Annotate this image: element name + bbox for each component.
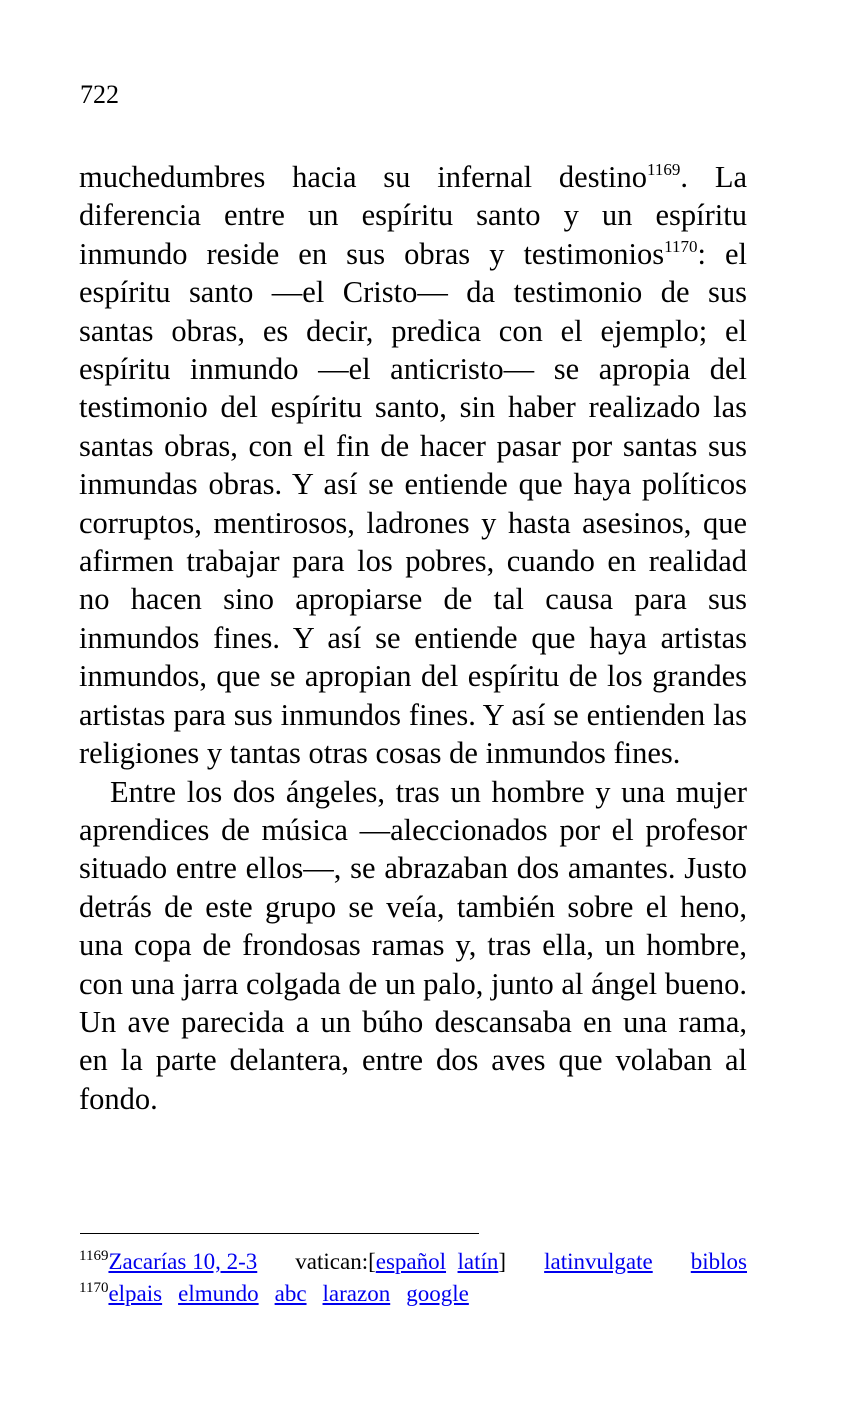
latin-link[interactable]: latín bbox=[457, 1249, 499, 1274]
elmundo-link[interactable]: elmundo bbox=[178, 1281, 259, 1306]
footnote-ref-1170: 1170 bbox=[664, 236, 698, 256]
page-number: 722 bbox=[80, 80, 119, 109]
paragraph-1-part-2: . La diferencia entre un espíritu santo y un espíritu inmundo reside en sus obras y testimonios bbox=[79, 160, 748, 271]
footnote-1169 bbox=[79, 1246, 747, 1278]
paragraph-1-part-3: : el espíritu santo —el Cristo— da testimonio de sus santas obras, es decir, predica con el ejemplo; el espíritu inmundo —el anticristo— se apropia del testimonio del espíritu santo, sin haber realizado las santas obras, con el fin de hacer pasar por santas sus inmundas obras. Y así se entiende que haya políticos corruptos, mentirosos, ladrones y hasta asesinos, que afirmen trabajar para los pobres, cuando en realidad no hacen sino apropiarse de tal causa para sus inmundos fines. Y así se entiende que haya artistas inmundos, que se apropian del espíritu de los grandes artistas para sus inmundos fines. Y así se entienden las religiones y tantas otras cosas de inmundos fines. bbox=[79, 236, 747, 771]
latinvulgate-link[interactable]: latinvulgate bbox=[544, 1249, 653, 1274]
vatican-group bbox=[295, 1246, 506, 1278]
footnote-number: 1170 bbox=[79, 1280, 109, 1296]
zacarias-link[interactable]: Zacarías 10, 2-3 bbox=[108, 1249, 258, 1274]
biblos-link[interactable]: biblos bbox=[690, 1249, 747, 1274]
body-text bbox=[79, 158, 747, 1118]
larazon-link[interactable]: larazon bbox=[322, 1281, 391, 1306]
footnote-ref-1169: 1169 bbox=[647, 160, 681, 179]
vatican-prefix: vatican:[ bbox=[295, 1249, 376, 1274]
footnote-1169-ref-group bbox=[79, 1246, 257, 1278]
footnotes bbox=[79, 1246, 747, 1310]
espanol-link[interactable]: español bbox=[375, 1249, 447, 1274]
footnote-divider bbox=[80, 1233, 479, 1234]
vatican-bracket-close: ] bbox=[498, 1249, 507, 1274]
paragraph-2: Entre los dos ángeles, tras un hombre y una mujer aprendices de música —aleccionados por el profesor situado entre ellos—, se abrazaban dos amantes. Justo detrás de este grupo se veía, también sobre el heno, una copa de frondosas ramas y, tras ella, un hombre, con una jarra colgada de un palo, junto al ángel bueno. Un ave parecida a un búho descansaba en una rama, en la parte delantera, entre dos aves que volaban al fondo. bbox=[79, 774, 747, 1116]
abc-link[interactable]: abc bbox=[274, 1281, 307, 1306]
paragraph-1-part-1: muchedumbres hacia su infernal destino bbox=[79, 160, 648, 194]
elpais-link[interactable]: elpais bbox=[108, 1281, 163, 1306]
footnote-number: 1169 bbox=[79, 1248, 109, 1264]
footnote-1170 bbox=[79, 1278, 747, 1310]
google-link[interactable]: google bbox=[406, 1281, 469, 1306]
paragraph-1 bbox=[79, 158, 747, 773]
